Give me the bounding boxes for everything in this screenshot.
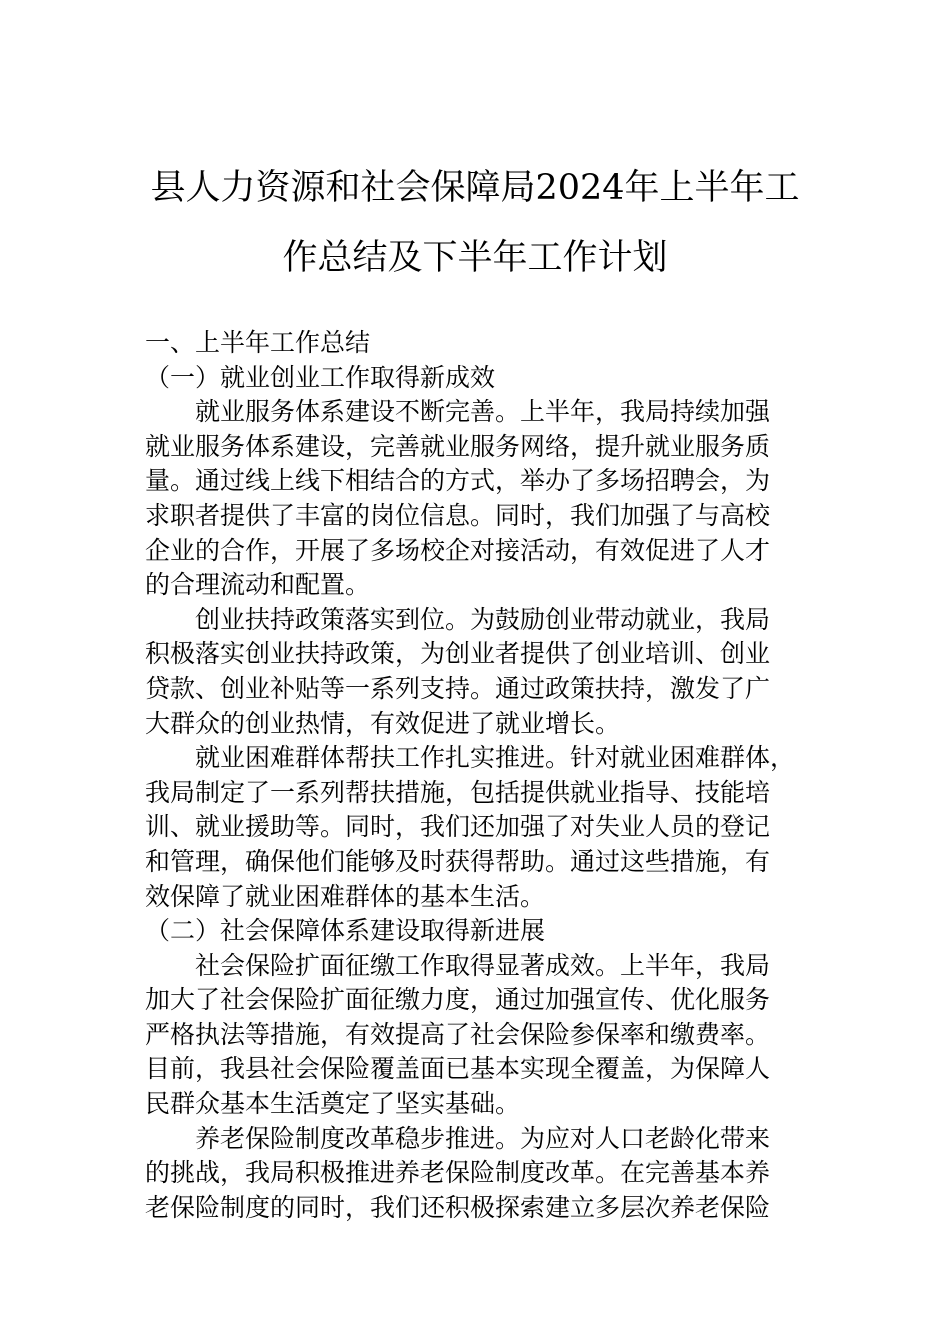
text-line: 民群众基本生活奠定了坚实基础。 — [145, 1089, 521, 1119]
text-line: 老保险制度的同时，我们还积极探索建立多层次养老保险 — [145, 1192, 771, 1222]
text-line: 就业困难群体帮扶工作扎实推进。针对就业困难群体， — [195, 743, 796, 773]
text-line: 创业扶持政策落实到位。为鼓励创业带动就业，我局 — [195, 604, 771, 634]
text-line: 就业服务体系建设不断完善。上半年，我局持续加强 — [195, 397, 771, 427]
document-title-line-1: 县人力资源和社会保障局2024年上半年工 — [150, 168, 800, 208]
text-line: 就业服务体系建设，完善就业服务网络，提升就业服务质 — [145, 431, 771, 461]
text-line: 效保障了就业困难群体的基本生活。 — [145, 881, 546, 911]
text-line: 的挑战，我局积极推进养老保险制度改革。在完善基本养 — [145, 1158, 771, 1188]
section-heading-1: 一、上半年工作总结 — [145, 328, 371, 357]
text-line: 的合理流动和配置。 — [145, 570, 371, 600]
subsection-heading-1: （一）就业创业工作取得新成效 — [145, 362, 496, 392]
subsection-heading-2: （二）社会保障体系建设取得新进展 — [145, 916, 546, 946]
text-line: 养老保险制度改革稳步推进。为应对人口老龄化带来 — [195, 1123, 771, 1153]
paragraph-entrepreneurship-support — [145, 603, 810, 741]
text-line: 加大了社会保险扩面征缴力度，通过加强宣传、优化服务 — [145, 985, 771, 1015]
document-title-line-2: 作总结及下半年工作计划 — [282, 238, 668, 278]
text-line: 贷款、创业补贴等一系列支持。通过政策扶持，激发了广 — [145, 673, 771, 703]
text-line: 和管理，确保他们能够及时获得帮助。通过这些措施，有 — [145, 846, 771, 876]
text-line: 目前，我县社会保险覆盖面已基本实现全覆盖，为保障人 — [145, 1054, 771, 1084]
text-line: 严格执法等措施，有效提高了社会保险参保率和缴费率。 — [145, 1019, 771, 1049]
text-line: 我局制定了一系列帮扶措施，包括提供就业指导、技能培 — [145, 777, 771, 807]
paragraph-employment-service — [145, 395, 810, 603]
text-line: 求职者提供了丰富的岗位信息。同时，我们加强了与高校 — [145, 500, 771, 530]
paragraph-assistance-for-groups — [145, 741, 810, 914]
text-line: 社会保险扩面征缴工作取得显著成效。上半年，我局 — [195, 950, 771, 980]
text-line: 量。通过线上线下相结合的方式，举办了多场招聘会，为 — [145, 466, 771, 496]
text-line: 训、就业援助等。同时，我们还加强了对失业人员的登记 — [145, 812, 771, 842]
text-line: 大群众的创业热情，有效促进了就业增长。 — [145, 708, 621, 738]
text-line: 积极落实创业扶持政策，为创业者提供了创业培训、创业 — [145, 639, 771, 669]
document-body — [145, 326, 810, 1225]
text-line: 企业的合作，开展了多场校企对接活动，有效促进了人才 — [145, 535, 771, 565]
paragraph-pension-reform — [145, 1122, 810, 1226]
paragraph-social-insurance — [145, 949, 810, 1122]
